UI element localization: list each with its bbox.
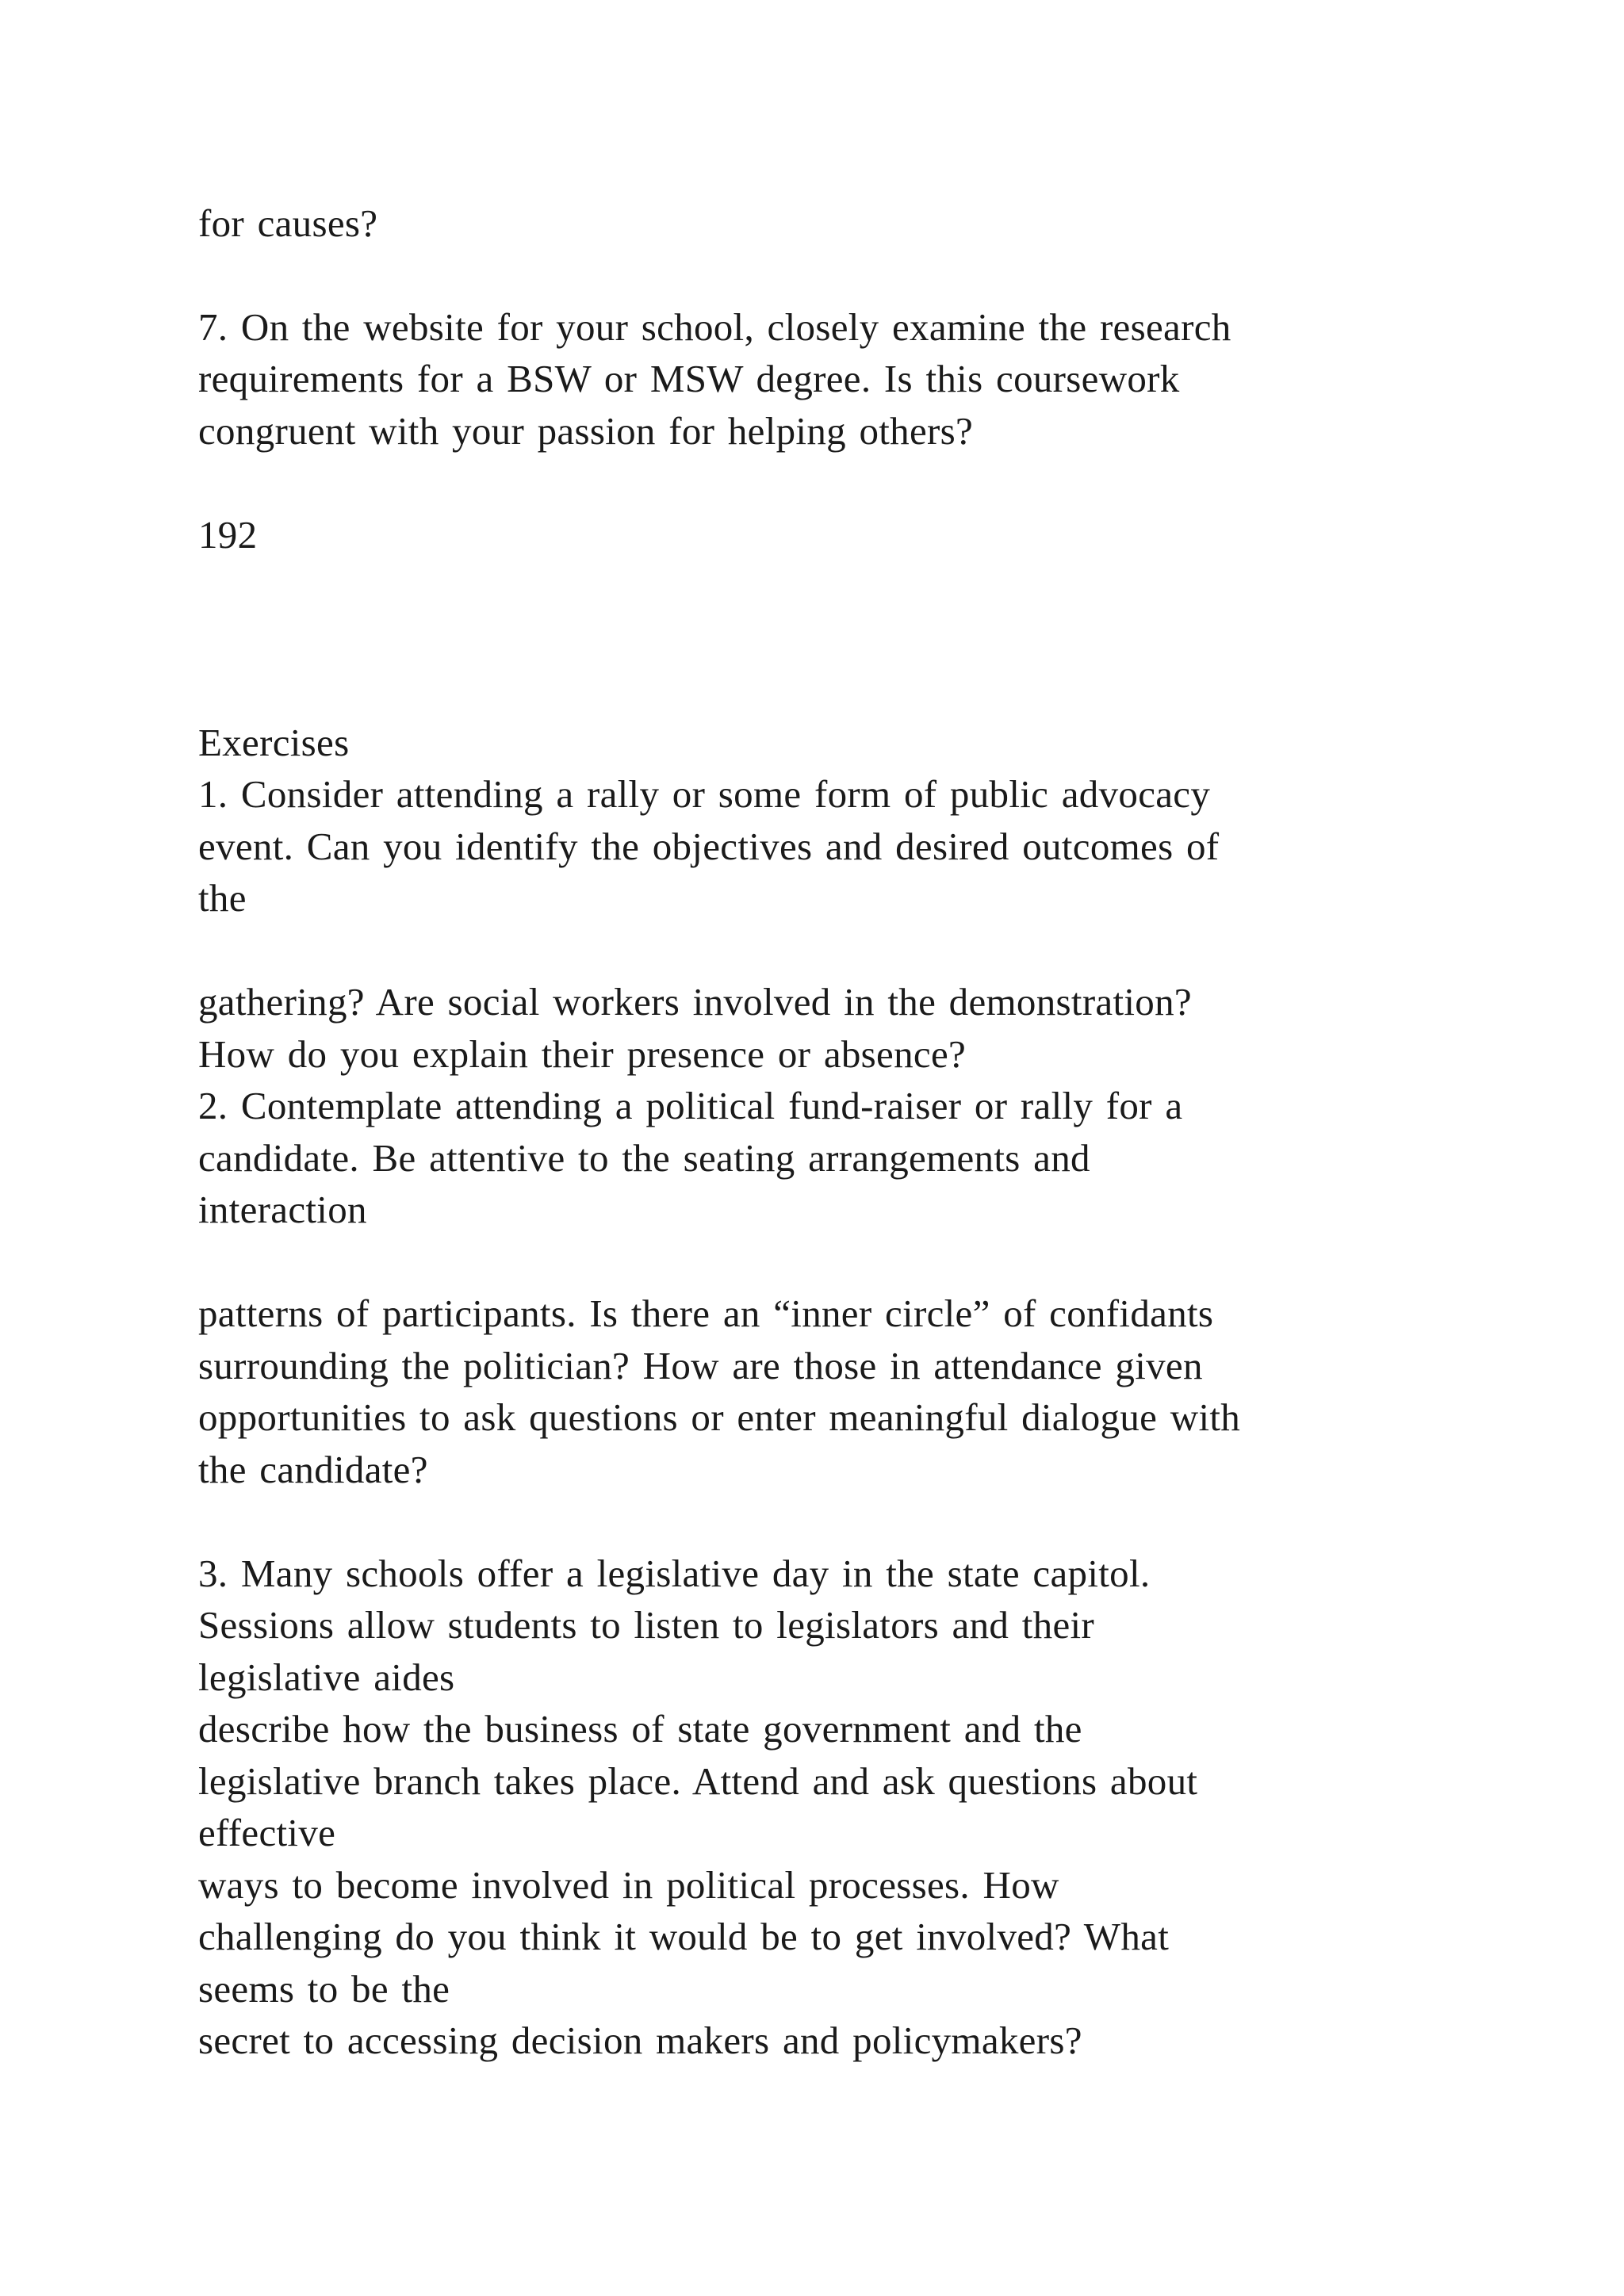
text-line: ways to become involved in political processes. How xyxy=(198,1863,1059,1907)
text-line: the xyxy=(198,876,247,920)
text-line: legislative aides xyxy=(198,1655,455,1699)
text-line: patterns of participants. Is there an “inner circle” of confidants xyxy=(198,1292,1214,1335)
text-line: seems to be the xyxy=(198,1967,450,2011)
text-line: the candidate? xyxy=(198,1448,428,1491)
text-line: interaction xyxy=(198,1188,367,1231)
text-line: secret to accessing decision makers and policymakers? xyxy=(198,2019,1082,2062)
text-line: gathering? Are social workers involved in the demonstration? xyxy=(198,980,1192,1024)
text-line: for causes? xyxy=(198,201,378,245)
text-line: effective xyxy=(198,1811,336,1854)
text-line: Sessions allow students to listen to legislators and their xyxy=(198,1603,1095,1647)
text-line: surrounding the politician? How are those in attendance given xyxy=(198,1344,1203,1387)
text-line: legislative branch takes place. Attend and ask questions about xyxy=(198,1759,1198,1803)
text-line: congruent with your passion for helping others? xyxy=(198,409,974,453)
text-line: candidate. Be attentive to the seating arrangements and xyxy=(198,1136,1090,1180)
section-heading: Exercises xyxy=(198,721,350,764)
text-line: How do you explain their presence or absence? xyxy=(198,1032,967,1076)
text-line: 7. On the website for your school, closely examine the research xyxy=(198,305,1231,349)
text-line: 1. Consider attending a rally or some form of public advocacy xyxy=(198,772,1211,816)
text-line: requirements for a BSW or MSW degree. Is this coursework xyxy=(198,357,1180,400)
text-line: event. Can you identify the objectives and desired outcomes of xyxy=(198,825,1220,868)
text-line: challenging do you think it would be to get involved? What xyxy=(198,1915,1170,1958)
text-line: opportunities to ask questions or enter meaningful dialogue with xyxy=(198,1395,1241,1439)
text-line: 3. Many schools offer a legislative day in the state capitol. xyxy=(198,1552,1151,1595)
text-line: describe how the business of state government and the xyxy=(198,1707,1082,1751)
text-line: 2. Contemplate attending a political fund-raiser or rally for a xyxy=(198,1084,1183,1127)
page-number: 192 xyxy=(198,513,258,557)
